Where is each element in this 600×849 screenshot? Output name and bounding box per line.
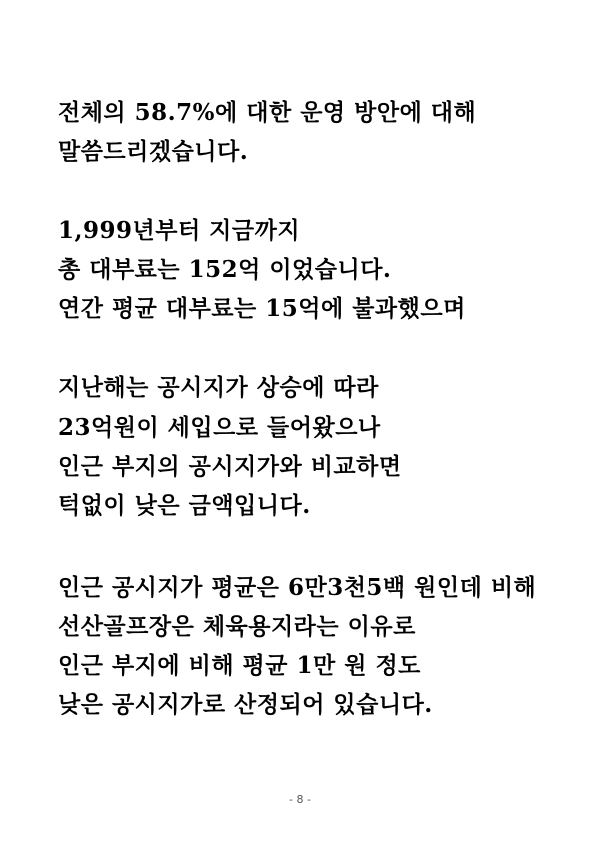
text-line: 낮은 공시지가로 산정되어 있습니다. bbox=[58, 691, 433, 718]
text-line: 턱없이 낮은 금액입니다. bbox=[58, 492, 311, 519]
text-line: 1,999년부터 지금까지 bbox=[58, 217, 301, 244]
page-number: - 8 - bbox=[289, 793, 311, 806]
text-line: 총 대부료는 152억 이었습니다. bbox=[58, 256, 392, 283]
text-line: 선산골프장은 체육용지라는 이유로 bbox=[58, 613, 416, 640]
text-line: 인근 부지의 공시지가와 비교하면 bbox=[58, 453, 402, 480]
text-line: 인근 부지에 비해 평균 1만 원 정도 bbox=[58, 652, 421, 679]
text-line: 23억원이 세입으로 들어왔으나 bbox=[58, 414, 381, 441]
text-line: 연간 평균 대부료는 15억에 불과했으며 bbox=[58, 295, 466, 322]
text-line: 인근 공시지가 평균은 6만3천5백 원인데 비해 bbox=[58, 574, 537, 601]
text-line: 지난해는 공시지가 상승에 따라 bbox=[58, 374, 379, 401]
text-line: 말씀드리겠습니다. bbox=[58, 138, 249, 165]
text-line: 전체의 58.7%에 대한 운영 방안에 대해 bbox=[58, 99, 477, 126]
